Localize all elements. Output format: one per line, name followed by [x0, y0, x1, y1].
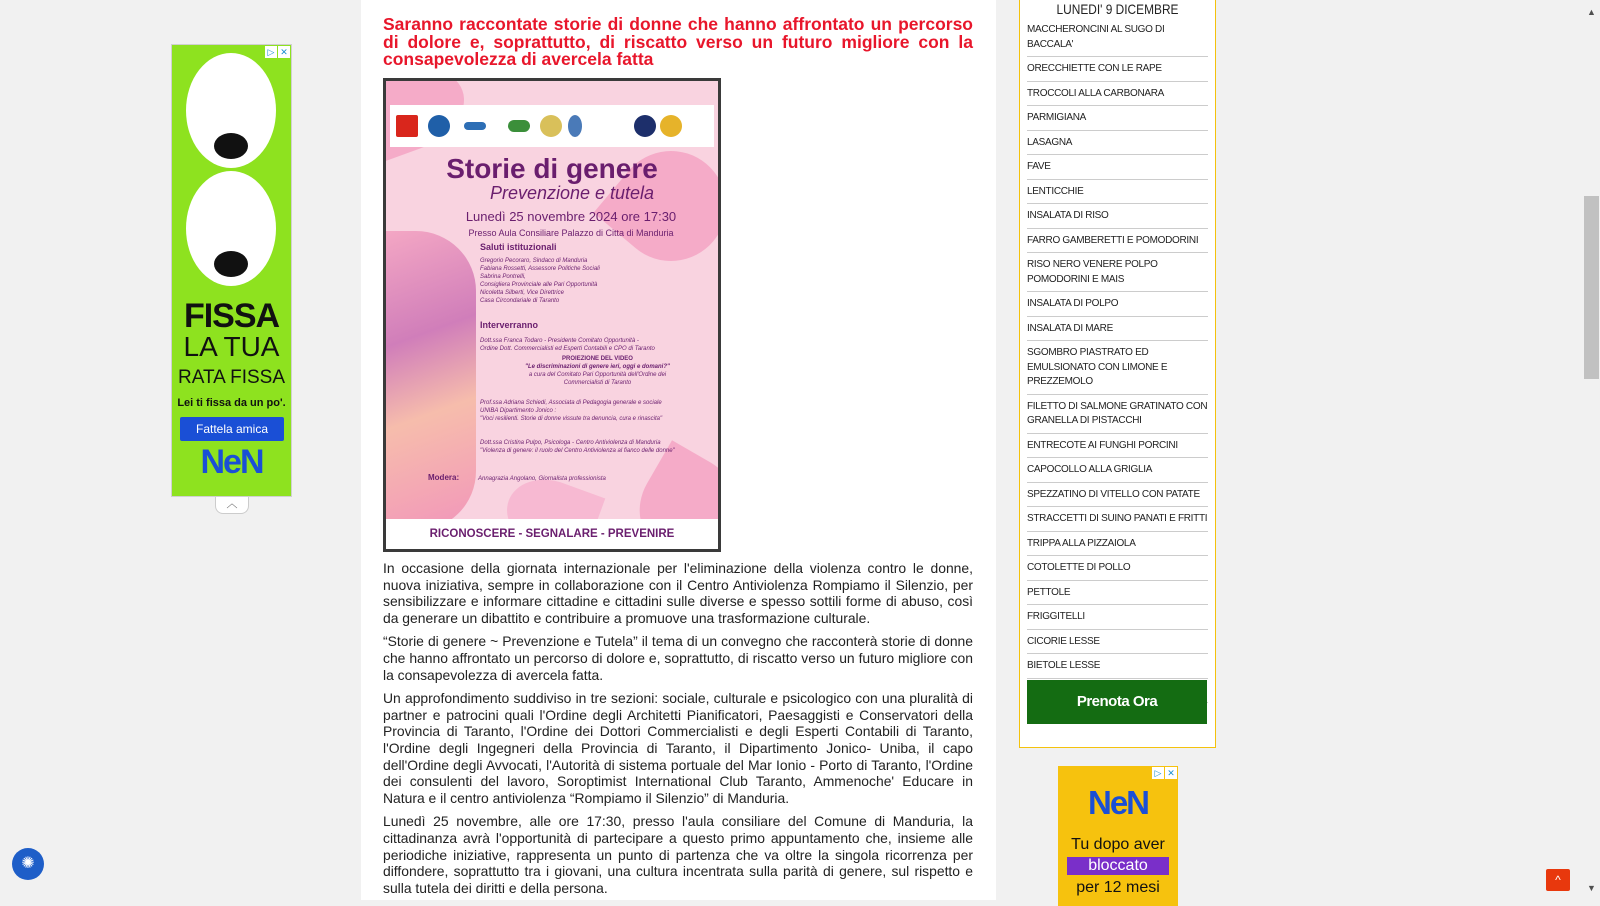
- scrollbar-thumb[interactable]: [1584, 196, 1599, 379]
- poster-line: Nicoletta Silberti, Vice Direttrice: [480, 290, 564, 296]
- poster-line: Ordine Dott. Commercialisti ed Esperti Contabili e CPO di Taranto: [480, 346, 655, 352]
- poster-line: "Voci resilienti. Storie di donne vissute tra denuncia, cura e rinascita": [480, 416, 663, 422]
- poster-section-speakers: Interverranno: [480, 320, 539, 330]
- menu-item[interactable]: PETTOLE: [1027, 581, 1208, 606]
- article-subtitle: Saranno raccontate storie di donne che hanno affrontato un percorso di dolore e, soprattutto, di riscatto verso un futuro migliore con la consapevolezza di avercela fatta: [383, 14, 973, 69]
- menu-item[interactable]: SGOMBRO PIASTRATO ED EMULSIONATO CON LIMONE E PREZZEMOLO: [1027, 341, 1208, 395]
- ad-headline: LA TUA: [183, 331, 280, 362]
- article-paragraph: Lunedì 25 novembre, alle ore 17:30, presso l'aula consiliare del Comune di Manduria, la cittadinanza avrà l'opportunità di partecipare a questo primo appuntamento che, insieme alle periodiche iniziative, rappresenta un punto di partenza che va oltre la singola ricorrenza per diffondere, soprattutto tra i giovani, una cultura incentrata sulla parità di genere, sul rispetto e sulla tutela dei diritti e della persona.: [383, 813, 973, 896]
- menu-item[interactable]: PARMIGIANA: [1027, 106, 1208, 131]
- poster-line: UNIBA Dipartimento Jonico :: [480, 408, 557, 414]
- ad-headline: FISSA: [183, 297, 280, 335]
- article-content: [361, 0, 996, 900]
- right-advertisement[interactable]: [1058, 766, 1178, 906]
- menu-item[interactable]: CAPOCOLLO ALLA GRIGLIA: [1027, 458, 1208, 483]
- poster-footer: RICONOSCERE - SEGNALARE - PREVENIRE: [386, 519, 718, 549]
- close-icon[interactable]: ✕: [1165, 767, 1177, 779]
- menu-item[interactable]: TROCCOLI ALLA CARBONARA: [1027, 82, 1208, 107]
- menu-item[interactable]: FILETTO DI SALMONE GRATINATO CON GRANELLA DI PISTACCHI: [1027, 395, 1208, 434]
- menu-item[interactable]: MACCHERONCINI AL SUGO DI BACCALA': [1027, 18, 1208, 57]
- poster-line: Gregorio Pecoraro, Sindaco di Manduria: [480, 258, 588, 264]
- chevron-up-icon[interactable]: ︿: [226, 498, 238, 510]
- ad-choices[interactable]: [265, 46, 290, 58]
- event-poster-image[interactable]: [383, 78, 721, 552]
- eye-graphic: [186, 171, 276, 286]
- close-icon[interactable]: ✕: [278, 46, 290, 58]
- book-now-button[interactable]: Prenota Ora: [1027, 680, 1207, 724]
- daily-menu-widget: [1019, 0, 1216, 748]
- back-to-top-button[interactable]: ^: [1546, 869, 1570, 891]
- article-body: [383, 560, 973, 896]
- menu-item[interactable]: INSALATA DI MARE: [1027, 317, 1208, 342]
- poster-moderator: Annagrazia Angolano, Giornalista professionista: [478, 476, 606, 482]
- menu-item[interactable]: STRACCETTI DI SUINO PANATI E FRITTI: [1027, 507, 1208, 532]
- menu-list: [1020, 18, 1208, 703]
- poster-line: Casa Circondariale di Taranto: [480, 298, 560, 304]
- menu-item[interactable]: CICORIE LESSE: [1027, 630, 1208, 655]
- menu-item[interactable]: RISO NERO VENERE POLPO POMODORINI E MAIS: [1027, 253, 1208, 292]
- poster-venue: Presso Aula Consiliare Palazzo di Citta di Manduria: [468, 228, 674, 238]
- poster-line: Consigliera Provinciale alle Pari Opportunità: [480, 282, 598, 288]
- adchoices-icon[interactable]: ▷: [265, 46, 277, 58]
- eye-graphic: [186, 53, 276, 168]
- page-scrollbar[interactable]: [1583, 0, 1600, 900]
- ad-text-highlight: bloccato: [1067, 857, 1169, 875]
- poster-line: Fabiana Rossetti, Assessore Politiche Sociali: [480, 266, 600, 272]
- article-paragraph: “Storie di genere ~ Prevenzione e Tutela” il tema di un convegno che racconterà storie di donne che hanno affrontato un percorso di dolore e, soprattutto, di riscatto verso un futuro migliore con la consapevolezza di avercela fatta.: [383, 633, 973, 683]
- poster-line: "Violenza di genere: il ruolo del Centro Antiviolenza al fianco delle donne": [480, 448, 675, 454]
- scroll-up-arrow[interactable]: ▲: [1587, 7, 1596, 17]
- ad-brand-logo: NeN: [200, 443, 263, 481]
- poster-line: PROIEZIONE DEL VIDEO: [562, 356, 633, 362]
- ad-cta-button[interactable]: Fattela amica: [180, 417, 284, 441]
- poster-line: a cura del Comitato Pari Opportunità dell'Ordine dei: [528, 372, 667, 378]
- menu-item[interactable]: FAVE: [1027, 155, 1208, 180]
- partner-logos: [390, 105, 714, 147]
- ad-tagline: Lei ti fissa da un po'.: [177, 397, 286, 409]
- menu-item[interactable]: FRIGGITELLI: [1027, 605, 1208, 630]
- menu-item[interactable]: FARRO GAMBERETTI E POMODORINI: [1027, 229, 1208, 254]
- cookie-settings-icon[interactable]: ✺: [21, 855, 35, 872]
- poster-title: Storie di genere: [446, 153, 658, 184]
- menu-item[interactable]: LENTICCHIE: [1027, 180, 1208, 205]
- scroll-down-arrow[interactable]: ▼: [1587, 883, 1596, 893]
- poster-line: Prof.ssa Adriana Schiedi, Associata di Pedagogia generale e sociale: [480, 400, 662, 406]
- menu-item[interactable]: TRIPPA ALLA PIZZAIOLA: [1027, 532, 1208, 557]
- menu-item[interactable]: ORECCHIETTE CON LE RAPE: [1027, 57, 1208, 82]
- poster-moderator-label: Modera:: [428, 473, 460, 482]
- poster-section-greetings: Saluti istituzionali: [480, 242, 557, 252]
- poster-line: Commercialisti di Taranto: [563, 380, 632, 386]
- ad-headline: RATA FISSA: [178, 367, 285, 388]
- menu-item[interactable]: BIETOLE LESSE: [1027, 654, 1208, 679]
- ad-collapse-button[interactable]: [215, 497, 249, 514]
- menu-item[interactable]: INSALATA DI RISO: [1027, 204, 1208, 229]
- poster-line: "Le discriminazioni di genere ieri, oggi e domani?": [525, 364, 670, 370]
- menu-item[interactable]: ENTRECOTE AI FUNGHI PORCINI: [1027, 434, 1208, 459]
- poster-date: Lunedì 25 novembre 2024 ore 17:30: [465, 209, 677, 224]
- adchoices-icon[interactable]: ▷: [1152, 767, 1164, 779]
- menu-day-header: LUNEDI' 9 DICEMBRE: [1056, 1, 1179, 17]
- article-paragraph: In occasione della giornata internazionale per l'eliminazione della violenza contro le donne, nuova iniziativa, sempre in collaborazione con il Centro Antiviolenza Rompiamo il Silenzio, per sensibilizzare e informare cittadine e cittadini sulle diverse e spesso sottili forme di abuso, così da generare un dibattito e contribuire a promuove una trasformazione culturale.: [383, 560, 973, 626]
- cookie-settings-button[interactable]: [12, 848, 44, 880]
- menu-item[interactable]: SPEZZATINO DI VITELLO CON PATATE: [1027, 483, 1208, 508]
- poster-line: Sabrina Pontrelli,: [480, 274, 526, 280]
- article-paragraph: Un approfondimento suddiviso in tre sezioni: sociale, culturale e psicologico con una pluralità di partner e patrocini quali l'Ordine degli Architetti Pianificatori, Paesaggisti e Conservatori della Provincia di Taranto, l'Ordine dei Dottori Commercialisti e degli Esperti Contabili di Taranto, l'Ordine degli Ingegneri della Provincia di Taranto, il Dipartimento Jonico- Uniba, il capo dell'Ordine degli Avvocati, l'Autorità di sistema portuale del Mar Ionio - Porto di Taranto, l'Ordine dei consulenti del lavoro, Soroptimist International Club Taranto, Ammenoche' Educare in Natura e il centro antiviolenza “Rompiamo il Silenzio” di Manduria.: [383, 690, 973, 806]
- menu-item[interactable]: COTOLETTE DI POLLO: [1027, 556, 1208, 581]
- ad-brand-logo: NeN: [1087, 784, 1149, 821]
- ad-text: Tu dopo aver: [1071, 836, 1165, 853]
- poster-line: Dott.ssa Cristina Pulpo, Psicologa - Centro Antiviolenza di Manduria: [480, 440, 661, 446]
- women-illustration: [386, 231, 476, 531]
- left-advertisement[interactable]: [171, 44, 292, 497]
- menu-item[interactable]: INSALATA DI POLPO: [1027, 292, 1208, 317]
- ad-choices[interactable]: [1152, 767, 1177, 779]
- poster-subtitle: Prevenzione e tutela: [489, 183, 655, 203]
- poster-line: Dott.ssa Franca Todaro - Presidente Comitato Opportunità -: [480, 338, 639, 344]
- menu-item[interactable]: LASAGNA: [1027, 131, 1208, 156]
- ad-text: per 12 mesi: [1076, 879, 1160, 896]
